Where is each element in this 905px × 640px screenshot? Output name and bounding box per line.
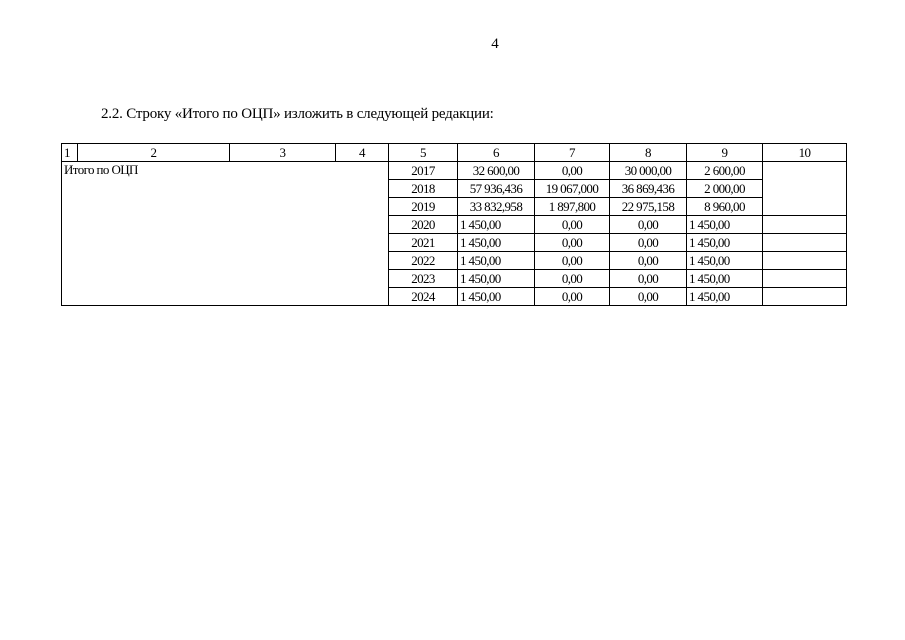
header-cell-7: 7 — [535, 144, 610, 162]
col7-cell: 19 067,000 — [535, 180, 610, 198]
col9-cell: 8 960,00 — [687, 198, 763, 216]
year-cell: 2022 — [389, 252, 458, 270]
table-row — [62, 162, 847, 180]
total-cell: 57 936,436 — [458, 180, 535, 198]
col10-cell — [763, 252, 847, 270]
header-cell-5: 5 — [389, 144, 458, 162]
col10-cell — [763, 216, 847, 234]
header-cell-4: 4 — [336, 144, 389, 162]
col7-cell: 0,00 — [535, 162, 610, 180]
col10-cell-merged — [763, 162, 847, 216]
col7-cell: 0,00 — [535, 270, 610, 288]
intro-paragraph: 2.2. Строку «Итого по ОЦП» изложить в следующей редакции: — [101, 106, 494, 122]
total-cell: 1 450,00 — [458, 252, 535, 270]
header-cell-8: 8 — [610, 144, 687, 162]
header-row — [62, 144, 847, 162]
row-label-cell: Итого по ОЦП — [62, 162, 389, 306]
col9-cell: 2 000,00 — [687, 180, 763, 198]
col9-cell: 1 450,00 — [687, 234, 763, 252]
col10-cell — [763, 270, 847, 288]
col9-cell: 1 450,00 — [687, 252, 763, 270]
year-cell: 2019 — [389, 198, 458, 216]
year-cell: 2017 — [389, 162, 458, 180]
year-cell: 2023 — [389, 270, 458, 288]
year-cell: 2018 — [389, 180, 458, 198]
col7-cell: 0,00 — [535, 252, 610, 270]
year-cell: 2021 — [389, 234, 458, 252]
header-cell-2: 2 — [78, 144, 230, 162]
col10-cell — [763, 288, 847, 306]
total-cell: 1 450,00 — [458, 234, 535, 252]
col8-cell: 36 869,436 — [610, 180, 687, 198]
total-cell: 32 600,00 — [458, 162, 535, 180]
year-cell: 2020 — [389, 216, 458, 234]
col9-cell: 1 450,00 — [687, 288, 763, 306]
col10-cell — [763, 234, 847, 252]
col8-cell: 22 975,158 — [610, 198, 687, 216]
header-cell-9: 9 — [687, 144, 763, 162]
total-cell: 33 832,958 — [458, 198, 535, 216]
year-cell: 2024 — [389, 288, 458, 306]
header-cell-1: 1 — [62, 144, 78, 162]
col9-cell: 2 600,00 — [687, 162, 763, 180]
total-cell: 1 450,00 — [458, 216, 535, 234]
col7-cell: 1 897,800 — [535, 198, 610, 216]
col9-cell: 1 450,00 — [687, 216, 763, 234]
header-cell-3: 3 — [230, 144, 336, 162]
total-cell: 1 450,00 — [458, 288, 535, 306]
col8-cell: 0,00 — [610, 216, 687, 234]
col8-cell: 30 000,00 — [610, 162, 687, 180]
col9-cell: 1 450,00 — [687, 270, 763, 288]
col8-cell: 0,00 — [610, 252, 687, 270]
budget-table — [61, 143, 847, 306]
header-cell-6: 6 — [458, 144, 535, 162]
total-cell: 1 450,00 — [458, 270, 535, 288]
col7-cell: 0,00 — [535, 234, 610, 252]
col8-cell: 0,00 — [610, 288, 687, 306]
col8-cell: 0,00 — [610, 234, 687, 252]
header-cell-10: 10 — [763, 144, 847, 162]
col7-cell: 0,00 — [535, 288, 610, 306]
col7-cell: 0,00 — [535, 216, 610, 234]
col8-cell: 0,00 — [610, 270, 687, 288]
page-number: 4 — [491, 36, 499, 52]
